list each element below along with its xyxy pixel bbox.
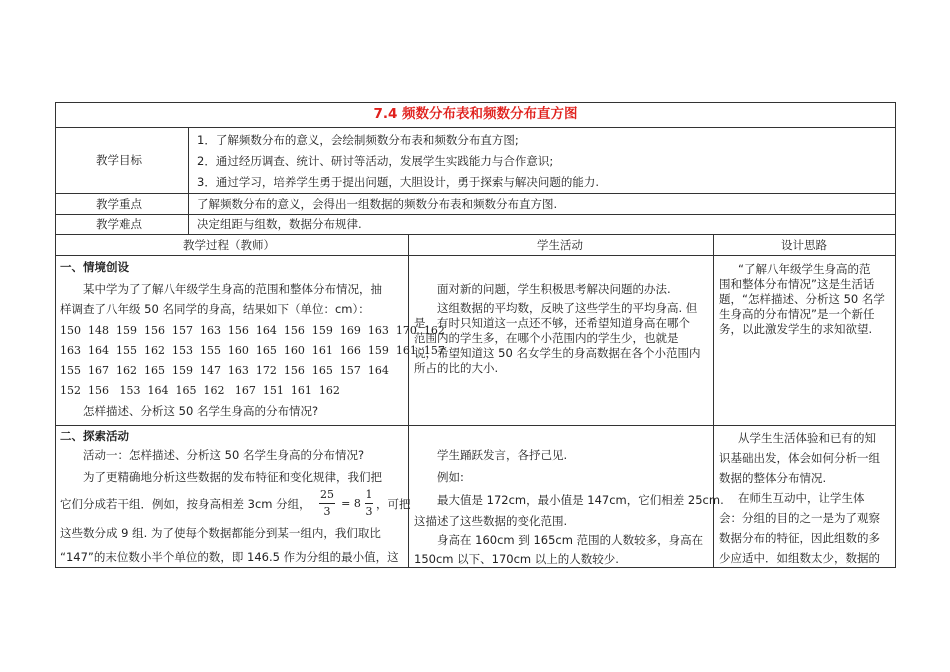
objective-item-3: 3．通过学习，培养学生勇于提出问题，大胆设计，勇于探索与解决问题的能力.: [197, 175, 599, 189]
section2-student-3: 最大值是 172cm，最小值是 147cm，它们相差 25cm.: [437, 493, 724, 507]
section1-question: 怎样描述、分析这 50 名学生身高的分布情况?: [83, 404, 319, 418]
section1-design-2: 围和整体分布情况”这是生活话: [719, 277, 875, 291]
objective-item-1: 1．了解频数分布的意义，会绘制频数分布表和频数分布直方图;: [197, 133, 519, 147]
section1-intro-1: 某中学为了了解八年级学生身高的范围和整体分布情况，抽: [83, 282, 382, 296]
section1-student-1: 面对新的问题，学生积极思考解决问题的办法.: [437, 282, 671, 296]
section1-design-5: 务，以此激发学生的求知欲望.: [719, 322, 873, 336]
section1-heading: 一、情境创设: [60, 260, 129, 274]
section2-line-3-tail: ，可把: [376, 497, 411, 511]
section2-student-1: 学生踊跃发言，各抒己见.: [437, 448, 568, 462]
section1-student-5: 说，希望知道这 50 名女学生的身高数据在各个小范围内: [414, 346, 701, 360]
mixed-denominator: 3: [365, 505, 373, 518]
section1-design-1: “了解八年级学生身高的范: [738, 262, 871, 276]
section2-line-2: 为了更精确地分析这些数据的发布特征和变化规律，我们把: [83, 470, 382, 484]
section1-design-4: 生身高的分布情况”是一个新任: [719, 307, 875, 321]
section2-design-1: 从学生生活体验和已有的知: [738, 431, 876, 445]
fraction-denominator: 3: [323, 505, 331, 518]
section2-student-6: 150cm 以下、170cm 以上的人数较少.: [414, 552, 619, 566]
section1-intro-2: 样调查了八年级 50 名同学的身高，结果如下（单位：cm）：: [60, 302, 370, 316]
fraction-equals: = 8: [341, 497, 361, 510]
section2-line-3: 它们分成若干组．例如，按身高相差 3cm 分组，: [60, 497, 311, 511]
section2-design-3: 数据的整体分布情况.: [719, 471, 827, 485]
objectives-label: 教学目标: [96, 153, 142, 167]
section1-student-6: 所占的比的大小.: [414, 361, 499, 375]
section2-student-4: 这描述了这些数据的变化范围.: [414, 514, 568, 528]
section1-design-3: 题，“怎样描述、分析这 50 名学: [719, 292, 885, 306]
data-row-4: 152 156 153 164 165 162 167 151 161 162: [60, 384, 340, 397]
fraction-numerator: 25: [320, 488, 334, 501]
key-points-label: 教学重点: [96, 197, 142, 211]
data-row-3: 155 167 162 165 159 147 163 172 156 165 157 164: [60, 364, 389, 377]
difficulties-label: 教学难点: [96, 217, 142, 231]
section2-design-6: 数据分布的特征，因此组数的多: [719, 531, 880, 545]
mixed-numerator: 1: [365, 488, 373, 501]
header-design: 设计思路: [781, 238, 827, 252]
section2-line-5: “147”的末位数小半个单位的数，即 146.5 作为分组的最小值，这: [60, 550, 399, 564]
data-row-2: 163 164 155 162 153 155 160 165 160 161 166 159 161 157: [60, 344, 445, 357]
header-student: 学生活动: [537, 238, 583, 252]
key-points-text: 了解频数分布的意义，会得出一组数据的频数分布表和频数分布直方图.: [197, 197, 558, 211]
section2-design-2: 识基础出发，体会如何分析一组: [719, 451, 880, 465]
page-title: 7.4 频数分布表和频数分布直方图: [373, 106, 578, 122]
section2-line-1: 活动一：怎样描述、分析这 50 名学生身高的分布情况?: [83, 448, 365, 462]
section2-design-7: 少应适中．如组数太少，数据的: [719, 551, 880, 565]
difficulties-text: 决定组距与组数，数据分布规律.: [197, 217, 362, 231]
section2-design-4: 在师生互动中，让学生体: [738, 491, 865, 505]
header-process: 教学过程（教师）: [183, 238, 275, 252]
section1-student-3: 是，有时只知道这一点还不够，还希望知道身高在哪个: [414, 316, 690, 330]
section1-student-2: 这组数据的平均数，反映了这些学生的平均身高. 但: [437, 301, 698, 315]
section2-line-4: 这些数分成 9 组. 为了使每个数据都能分到某一组内，我们取比: [60, 526, 381, 540]
section2-student-2: 例如:: [437, 470, 464, 484]
section2-student-5: 身高在 160cm 到 165cm 范围的人数较多，身高在: [437, 533, 704, 547]
objective-item-2: 2．通过经历调查、统计、研讨等活动，发展学生实践能力与合作意识;: [197, 154, 554, 168]
section1-student-4: 范围内的学生多，在哪个小范围内的学生少，也就是: [414, 331, 679, 345]
section2-design-5: 会：分组的目的之一是为了观察: [719, 511, 880, 525]
section2-heading: 二、探索活动: [60, 429, 129, 443]
data-row-1: 150 148 159 156 157 163 156 164 156 159 169 163 170 162: [60, 324, 445, 337]
